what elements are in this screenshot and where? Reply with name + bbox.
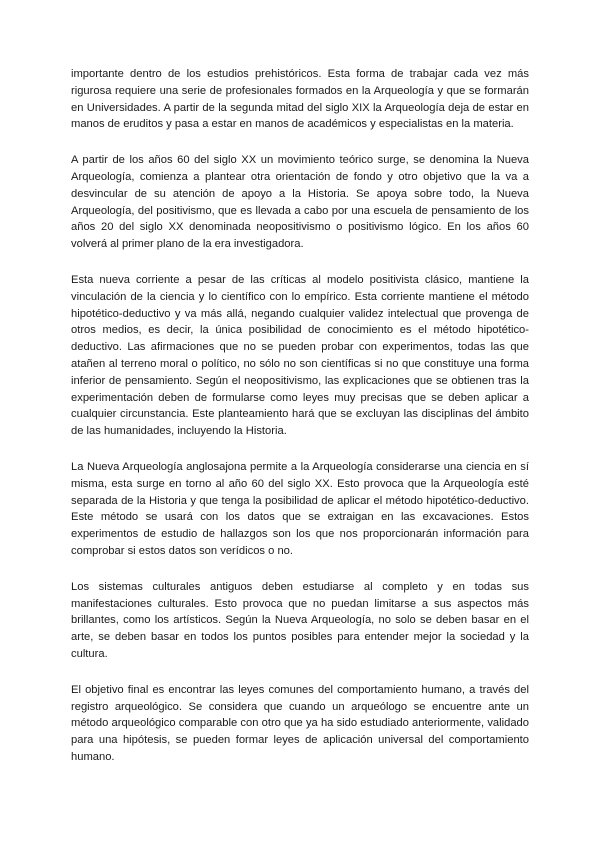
body-text xyxy=(71,66,529,785)
paragraph-5: Los sistemas culturales antiguos deben estudiarse al completo y en todas sus manifestaciones culturales. Esto provoca que no puedan limitarse a sus aspectos más brillantes, como los artísticos. Según la Nueva Arqueología, no solo se deben basar en el arte, se deben basar en todos los puntos posibles para entender mejor la sociedad y la cultura. xyxy=(71,580,529,660)
paragraph-4: La Nueva Arqueología anglosajona permite a la Arqueología considerarse una ciencia en sí misma, esta surge en torno al año 60 del siglo XX. Esto provoca que la Arqueología esté separada de la Historia y que tenga la posibilidad de aplicar el método hipotético-deductivo. Este método se usará con los datos que se extraigan en las excavaciones. Estos experimentos de estudio de hallazgos son los que nos proporcionarán información para comprobar si estos datos son verídicos o no. xyxy=(71,460,529,557)
paragraph-1: importante dentro de los estudios prehistóricos. Esta forma de trabajar cada vez más rigurosa requiere una serie de profesionales formados en la Arqueología y que se formarán en Universidades. A partir de la segunda mitad del siglo XIX la Arqueología deja de estar en manos de eruditos y pasa a estar en manos de académicos y especialistas en la materia. xyxy=(71,68,529,131)
paragraph-6: El objetivo final es encontrar las leyes comunes del comportamiento humano, a través del registro arqueológico. Se considera que cuando un arqueólogo se encuentre ante un método arqueológico comparable con otro que ya ha sido estudiado anteriormente, validado para una hipótesis, se pueden formar leyes de aplicación universal del comportamiento humano. xyxy=(71,683,529,763)
paragraph-3: Esta nueva corriente a pesar de las críticas al modelo positivista clásico, mantiene la vinculación de la ciencia y lo científico con lo empírico. Esta corriente mantiene el método hipotético-deductivo y va más allá, negando cualquier validez intelectual que provenga de otros medios, es decir, la única posibilidad de conocimiento es el método hipotético-deductivo. Las afirmaciones que no se pueden probar con experimentos, todas las que atañen al terreno moral o político, no sólo no son científicas si no que constituye una forma inferior de pensamiento. Según el neopositivismo, las explicaciones que se obtienen tras la experimentación deben de formularse como leyes muy precisas que se deben aplicar a cualquier circunstancia. Este planteamiento hará que se excluyan las disciplinas del ámbito de las humanidades, incluyendo la Historia. xyxy=(71,273,529,438)
paragraph-2: A partir de los años 60 del siglo XX un movimiento teórico surge, se denomina la Nueva Arqueología, comienza a plantear otra orientación de fondo y otro objetivo que la va a desvincular de su atención de apoyo a la Historia. Se apoya sobre todo, la Nueva Arqueología, del positivismo, que es llevada a cabo por una escuela de pensamiento de los años 20 del siglo XX denominada neopositivismo o positivismo lógico. En los años 60 volverá al primer plano de la era investigadora. xyxy=(71,154,529,251)
